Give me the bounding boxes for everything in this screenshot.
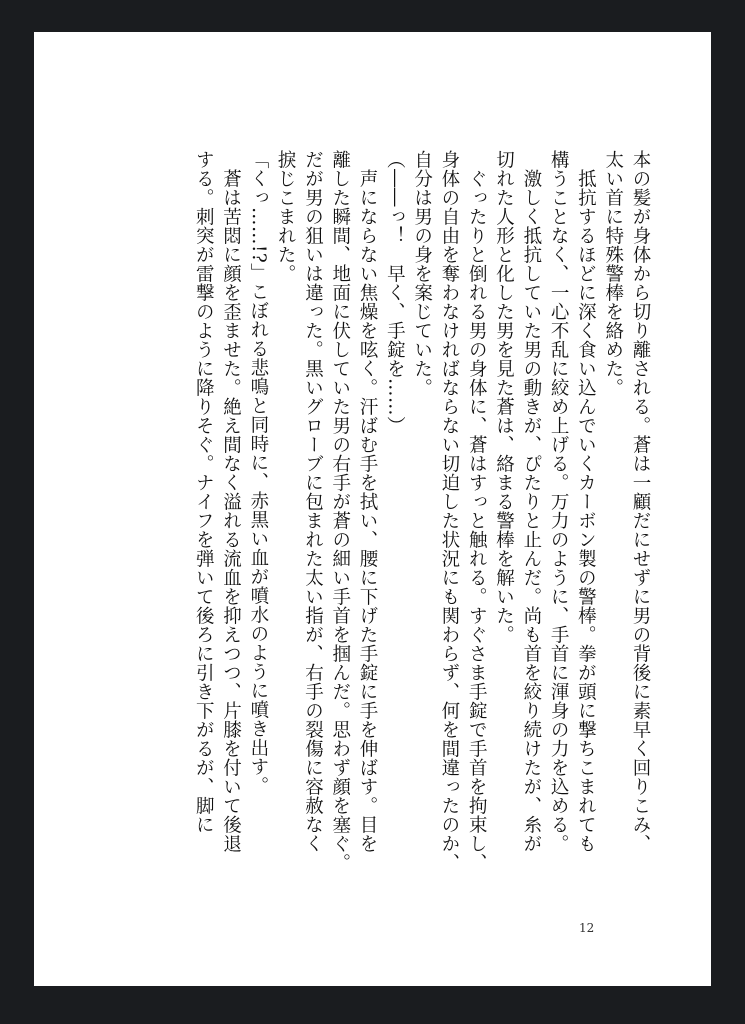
text-line: する。刺突が雷撃のように降りそぐ。ナイフを弾いて後ろに引き下がるが、脚に: [193, 150, 215, 834]
text-line: 太い首に特殊警棒を絡めた。: [602, 150, 624, 397]
text-line: 蒼は苦悶に顔を歪ませた。絶え間なく溢れる流血を抑えつつ、片膝を付いて後退: [220, 150, 242, 853]
text-line: 捩じこまれた。: [275, 150, 297, 283]
text-line: だが男の狙いは違った。黒いグローブに包まれた太い指が、右手の裂傷に容赦なく: [302, 150, 324, 853]
text-line: ぐったりと倒れる男の身体に、蒼はすっと触れる。すぐさま手錠で手首を拘束し、: [466, 150, 488, 872]
text-line: 構うことなく、一心不乱に絞め上げる。万力のように、手首に渾身の力を込める。: [548, 150, 570, 853]
text-line: 身体の自由を奪わなければならない切迫した状況にも関わらず、何を間違ったのか、: [438, 150, 460, 872]
text-line: 自分は男の身を案じていた。: [411, 150, 433, 397]
text-line: 抵抗するほどに深く食い込んでいくカーボン製の警棒。拳が頭に撃ちこまれても: [575, 150, 597, 853]
vertical-text-body: [164, 150, 654, 910]
text-line: 声にならない焦燥を呟く。汗ばむ手を拭い、腰に下げた手錠に手を伸ばす。目を: [357, 150, 379, 853]
book-page: [34, 32, 711, 986]
text-line: 「くっ……!?」こぼれる悲鳴と同時に、赤黒い血が噴水のように噴き出す。: [247, 150, 269, 796]
text-line: 切れた人形と化した男を見た蒼は、絡まる警棒を解いた。: [493, 150, 515, 644]
text-line: （――っ！ 早く、手錠を……）: [384, 150, 406, 435]
text-line: 離した瞬間、地面に伏していた男の右手が蒼の細い手首を掴んだ。思わず顔を塞ぐ。: [329, 150, 351, 872]
text-line: 激しく抵抗していた男の動きが、ぴたりと止んだ。尚も首を絞り続けたが、糸が: [520, 150, 542, 853]
page-number: 12: [579, 921, 595, 935]
text-line: 本の髪が身体から切り離される。蒼は一顧だにせずに男の背後に素早く回りこみ、: [630, 150, 651, 853]
